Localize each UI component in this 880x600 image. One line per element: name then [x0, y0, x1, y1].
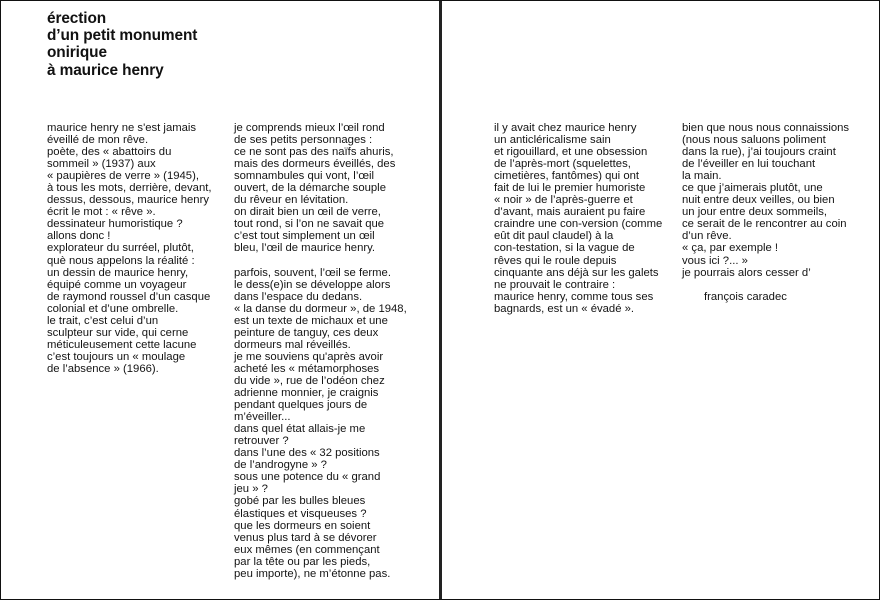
text-line: jeu » ?	[234, 483, 268, 496]
text-line: et rigouillard, et une obsession	[494, 146, 648, 159]
text-line: peu importe), ne m’étonne pas.	[234, 567, 391, 580]
text-line: nuit entre deux veilles, ou bien	[682, 194, 835, 207]
text-line: adrienne monnier, je craignis	[234, 387, 379, 400]
text-line: mais des dormeurs éveillés, des	[234, 158, 396, 171]
text-line: dans l’une des « 32 positions	[234, 447, 380, 460]
text-line: par la tête ou par les pieds,	[234, 555, 371, 568]
text-line: somnambules qui vont, l’œil	[234, 170, 375, 183]
text-line: dans l’espace du dedans.	[234, 290, 363, 303]
text-line: un anticléricalisme sain	[494, 134, 611, 147]
text-line: de l’après-mort (squelettes,	[494, 158, 631, 171]
text-line: dessinateur humoristique ?	[47, 218, 183, 231]
text-line: du rêveur en lévitation.	[234, 194, 349, 207]
text-line: le dess(e)in se développe alors	[234, 278, 391, 291]
text-line: cinquante ans déjà sur les galets	[494, 266, 659, 279]
text-line: élastiques et visqueuses ?	[234, 507, 367, 520]
text-line: dormeurs mal réveillés.	[234, 338, 351, 351]
text-line: est un texte de michaux et une	[234, 314, 388, 327]
text-line: ne prouvait le contraire :	[494, 278, 616, 291]
text-line: dessus, dessous, maurice henry	[47, 194, 210, 207]
text-line: bleu, l’œil de maurice henry.	[234, 242, 376, 255]
text-line: ce serait de le rencontrer au coin	[682, 218, 847, 231]
text-line: méticuleusement cette lacune	[47, 338, 197, 351]
text-line: bagnards, est un « évadé ».	[494, 302, 635, 315]
text-line: gobé par les bulles bleues	[234, 495, 366, 508]
title-line: à maurice henry	[47, 61, 164, 79]
text-line: on dirait bien un œil de verre,	[234, 206, 381, 219]
text-column-3	[494, 122, 662, 315]
text-line: je pourrais alors cesser d’	[682, 266, 811, 279]
text-line: sommeil » (1937) aux	[47, 158, 156, 171]
text-line: la main.	[682, 170, 722, 183]
text-line: ouvert, de la démarche souple	[234, 182, 386, 195]
text-line: dans la rue), j’ai toujours craint	[682, 146, 836, 159]
text-line: peinture de tanguy, ces deux	[234, 326, 379, 339]
text-line: rêves qui le roule depuis	[494, 254, 617, 267]
text-line: vous ici ?... »	[682, 254, 748, 267]
text-line: sous une potence du « grand	[234, 471, 381, 484]
text-line: què nous appelons la réalité :	[47, 254, 195, 267]
text-line: c’est toujours un « moulage	[47, 350, 186, 363]
text-line: de l’androgyne » ?	[234, 459, 327, 472]
text-line: éveillé de mon rêve.	[47, 134, 149, 147]
text-line: c’est tout simplement un œil	[234, 230, 375, 243]
text-column-4	[682, 122, 849, 303]
text-line: m’éveiller...	[234, 411, 291, 424]
title-line: d’un petit monument	[47, 27, 198, 45]
text-line: de ses petits personnages :	[234, 134, 373, 147]
text-line: un jour entre deux sommeils,	[682, 206, 828, 219]
text-line: « ça, par exemple !	[682, 242, 779, 255]
title-line: érection	[47, 10, 107, 27]
text-line: bien que nous nous connaissions	[682, 122, 850, 134]
article-title	[47, 10, 197, 79]
text-line: je me souviens qu'après avoir	[234, 350, 384, 363]
text-line: je comprends mieux l’œil rond	[234, 122, 385, 134]
text-line: maurice henry ne s'est jamais	[47, 122, 197, 134]
text-column-2	[234, 122, 407, 580]
text-line: cimetières, fantômes) qui ont	[494, 170, 640, 183]
text-line: explorateur du surréel, plutôt,	[47, 242, 194, 255]
text-line: ce ne sont pas des naïfs ahuris,	[234, 146, 394, 159]
text-line: craindre une con-version (comme	[494, 218, 663, 231]
text-line: dans quel état allais-je me	[234, 423, 366, 436]
text-line: ce que j’aimerais plutôt, une	[682, 182, 823, 195]
text-line: allons donc !	[47, 230, 111, 243]
text-line: tout rond, si l’on ne savait que	[234, 218, 385, 231]
text-line: eux mêmes (en commençant	[234, 543, 380, 556]
text-line: eût dit paul claudel) à la	[494, 230, 614, 243]
text-line: con-testation, si la vague de	[494, 242, 635, 255]
text-line: que les dormeurs en soient	[234, 519, 371, 532]
text-line: d’avant, mais auraient pu faire	[494, 206, 646, 219]
text-line: équipé comme un voyageur	[47, 278, 187, 291]
text-line: poète, des « abattoirs du	[47, 146, 172, 159]
author-signature: françois caradec	[704, 290, 787, 303]
text-line: il y avait chez maurice henry	[494, 122, 637, 134]
text-line: sculpteur sur vide, qui cerne	[47, 326, 189, 339]
text-line: de l’absence » (1966).	[47, 362, 159, 375]
text-line: acheté les « métamorphoses	[234, 362, 380, 375]
text-line: « noir » de l’après-guerre et	[494, 194, 633, 207]
text-line: retrouver ?	[234, 435, 289, 448]
column-lines	[682, 122, 849, 279]
text-line: du vide », rue de l’odéon chez	[234, 374, 385, 387]
text-line: (nous nous saluons poliment	[682, 134, 826, 147]
page-fold-divider	[439, 1, 442, 599]
text-line: le trait, c’est celui d’un	[47, 314, 159, 327]
text-line: « la danse du dormeur », de 1948,	[234, 302, 407, 315]
text-line: fait de lui le premier humoriste	[494, 182, 646, 195]
text-line: d’un rêve.	[682, 230, 732, 243]
text-line: de raymond roussel d’un casque	[47, 290, 211, 303]
text-line: maurice henry, comme tous ses	[494, 290, 654, 303]
text-column-1	[47, 122, 212, 375]
spacer	[682, 279, 849, 291]
text-line: « paupières de verre » (1945),	[47, 170, 199, 183]
text-line: parfois, souvent, l’œil se ferme.	[234, 266, 391, 279]
text-line: de l’éveiller en lui touchant	[682, 158, 816, 171]
paragraph-gap	[234, 255, 407, 267]
title-line: onirique	[47, 44, 107, 62]
text-line: pendant quelques jours de	[234, 399, 368, 412]
text-line: un dessin de maurice henry,	[47, 266, 189, 279]
text-line: à tous les mots, derrière, devant,	[47, 182, 212, 195]
text-line: écrit le mot : « rêve ».	[47, 206, 156, 219]
text-line: colonial et d’une ombrelle.	[47, 302, 179, 315]
text-line: venus plus tard à se dévorer	[234, 531, 377, 544]
